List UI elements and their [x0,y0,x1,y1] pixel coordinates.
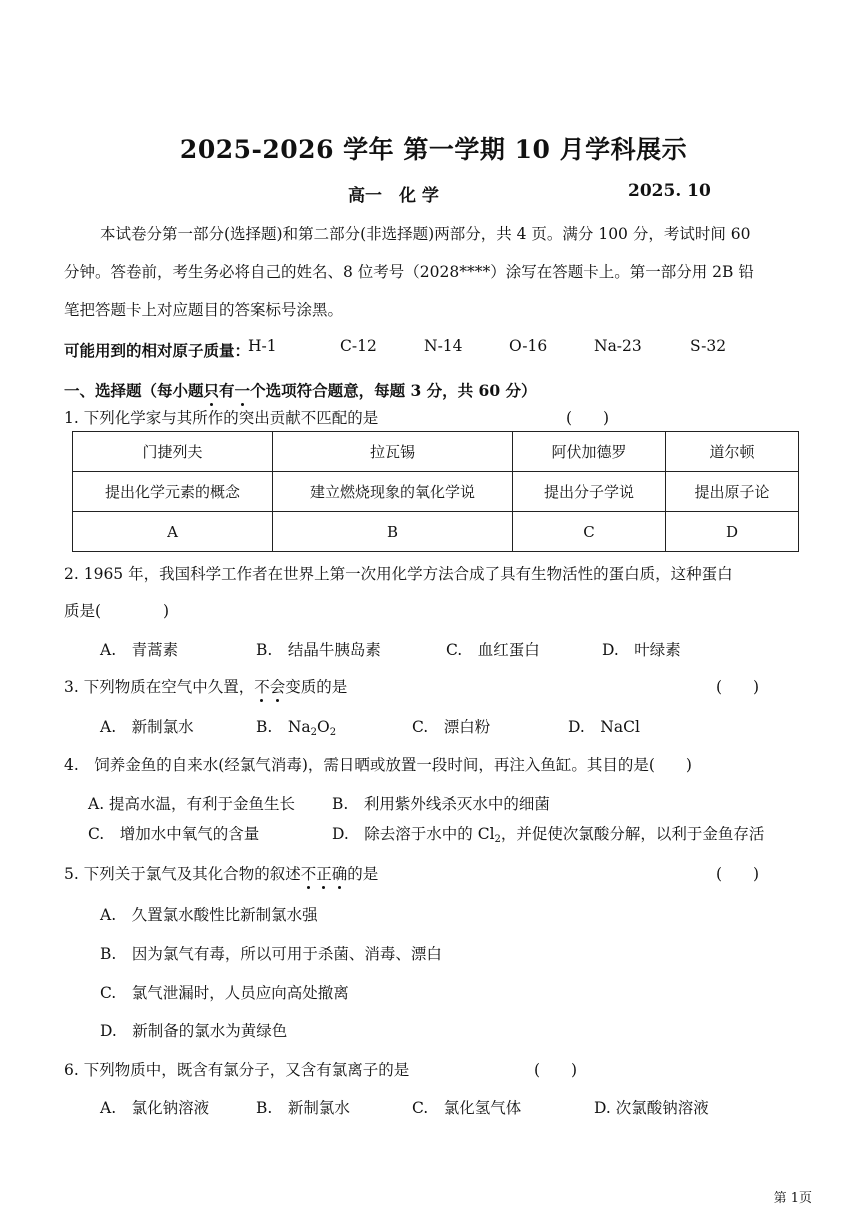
table-cell: 提出原子论 [666,472,799,512]
table-cell: B [273,512,513,552]
question-6-option-c: C. 氯化氢气体 [412,1099,522,1117]
atomic-mass-c: C-12 [340,337,377,355]
exam-subject: 高一 化 学 [348,186,439,206]
atomic-mass-na: Na-23 [594,337,642,355]
intro-line-2: 分钟。答卷前，考生务必将自己的姓名、8 位考号（2028****）涂写在答题卡上。第一部分用 2B 铅 [64,263,754,281]
question-3-stem: 3. 下列物质在空气中久置，不会变质的是 [64,675,347,697]
table-cell: 拉瓦锡 [273,432,513,472]
question-6-answer-paren: ( ) [534,1061,578,1079]
question-3-option-d: D. NaCl [568,718,640,736]
intro-line-1: 本试卷分第一部分(选择题)和第二部分(非选择题)两部分，共 4 页。满分 100 分，考试时间 60 [100,225,751,243]
question-1-table [72,431,799,552]
question-4-option-d: D. 除去溶于水中的 $Cl_2$，并促使次氯酸分解，以利于金鱼存活 [332,825,765,845]
question-6-option-a: A. 氯化钠溶液 [100,1099,210,1117]
question-5-option-d: D. 新制备的氯水为黄绿色 [100,1022,288,1040]
section-1-heading: 一、选择题（每小题只有一个选项符合题意，每题 3 分，共 60 分） [64,381,537,400]
atomic-mass-h: H-1 [248,337,277,355]
question-5-option-b: B. 因为氯气有毒，所以可用于杀菌、消毒、漂白 [100,945,442,963]
question-1-stem: 1. 下列化学家与其所作的突出贡献不匹配的是 [64,409,379,427]
question-3-option-b: B. $Na_2O_2$ [256,718,337,738]
table-cell: 阿伏加德罗 [513,432,666,472]
question-6-option-d: D. 次氯酸钠溶液 [594,1099,709,1117]
table-cell: 门捷列夫 [73,432,273,472]
question-4-option-c: C. 增加水中氧气的含量 [88,825,260,843]
question-5-option-c: C. 氯气泄漏时，人员应向高处撤离 [100,984,349,1002]
question-3-option-a: A. 新制氯水 [100,718,194,736]
table-cell: A [73,512,273,552]
table-cell: 道尔顿 [666,432,799,472]
table-row [73,472,799,512]
question-5-answer-paren: ( ) [716,865,760,883]
question-5-stem: 5. 下列关于氯气及其化合物的叙述不正确的是 [64,862,378,884]
question-3-answer-paren: ( ) [716,678,760,696]
question-1-answer-paren: ( ) [566,409,610,427]
atomic-mass-s: S-32 [690,337,727,355]
question-2-option-b: B. 结晶牛胰岛素 [256,641,381,659]
question-4-stem: 4. 饲养金鱼的自来水(经氯气消毒)，需日晒或放置一段时间，再注入鱼缸。其目的是( ) [64,756,692,774]
question-3-option-c: C. 漂白粉 [412,718,491,736]
exam-title: 2025-2026 学年 第一学期 10 月学科展示 [179,135,688,164]
table-cell: 提出化学元素的概念 [73,472,273,512]
exam-date: 2025. 10 [628,181,711,201]
table-cell: C [513,512,666,552]
table-row [73,432,799,472]
question-2-stem-line-2: 质是( ) [64,602,170,620]
question-5-option-a: A. 久置氯水酸性比新制氯水强 [100,906,318,924]
question-4-option-a: A. 提高水温，有利于金鱼生长 [88,795,296,813]
question-6-option-b: B. 新制氯水 [256,1099,350,1117]
table-cell: D [666,512,799,552]
atomic-mass-n: N-14 [424,337,463,355]
table-row [73,512,799,552]
question-2-option-a: A. 青蒿素 [100,641,179,659]
question-2-option-c: C. 血红蛋白 [446,641,540,659]
question-2-stem-line-1: 2. 1965 年，我国科学工作者在世界上第一次用化学方法合成了具有生物活性的蛋白质，这种蛋白 [64,565,733,583]
table-cell: 建立燃烧现象的氧化学说 [273,472,513,512]
question-2-option-d: D. 叶绿素 [602,641,681,659]
table-cell: 提出分子学说 [513,472,666,512]
question-4-option-b: B. 利用紫外线杀灭水中的细菌 [332,795,550,813]
question-6-stem: 6. 下列物质中，既含有氯分子，又含有氯离子的是 [64,1061,410,1079]
intro-line-3: 笔把答题卡上对应题目的答案标号涂黑。 [64,301,344,319]
atomic-mass-o: O-16 [509,337,548,355]
page-number: 第 1页 [773,1191,812,1206]
atomic-mass-label: 可能用到的相对原子质量： [64,341,251,360]
